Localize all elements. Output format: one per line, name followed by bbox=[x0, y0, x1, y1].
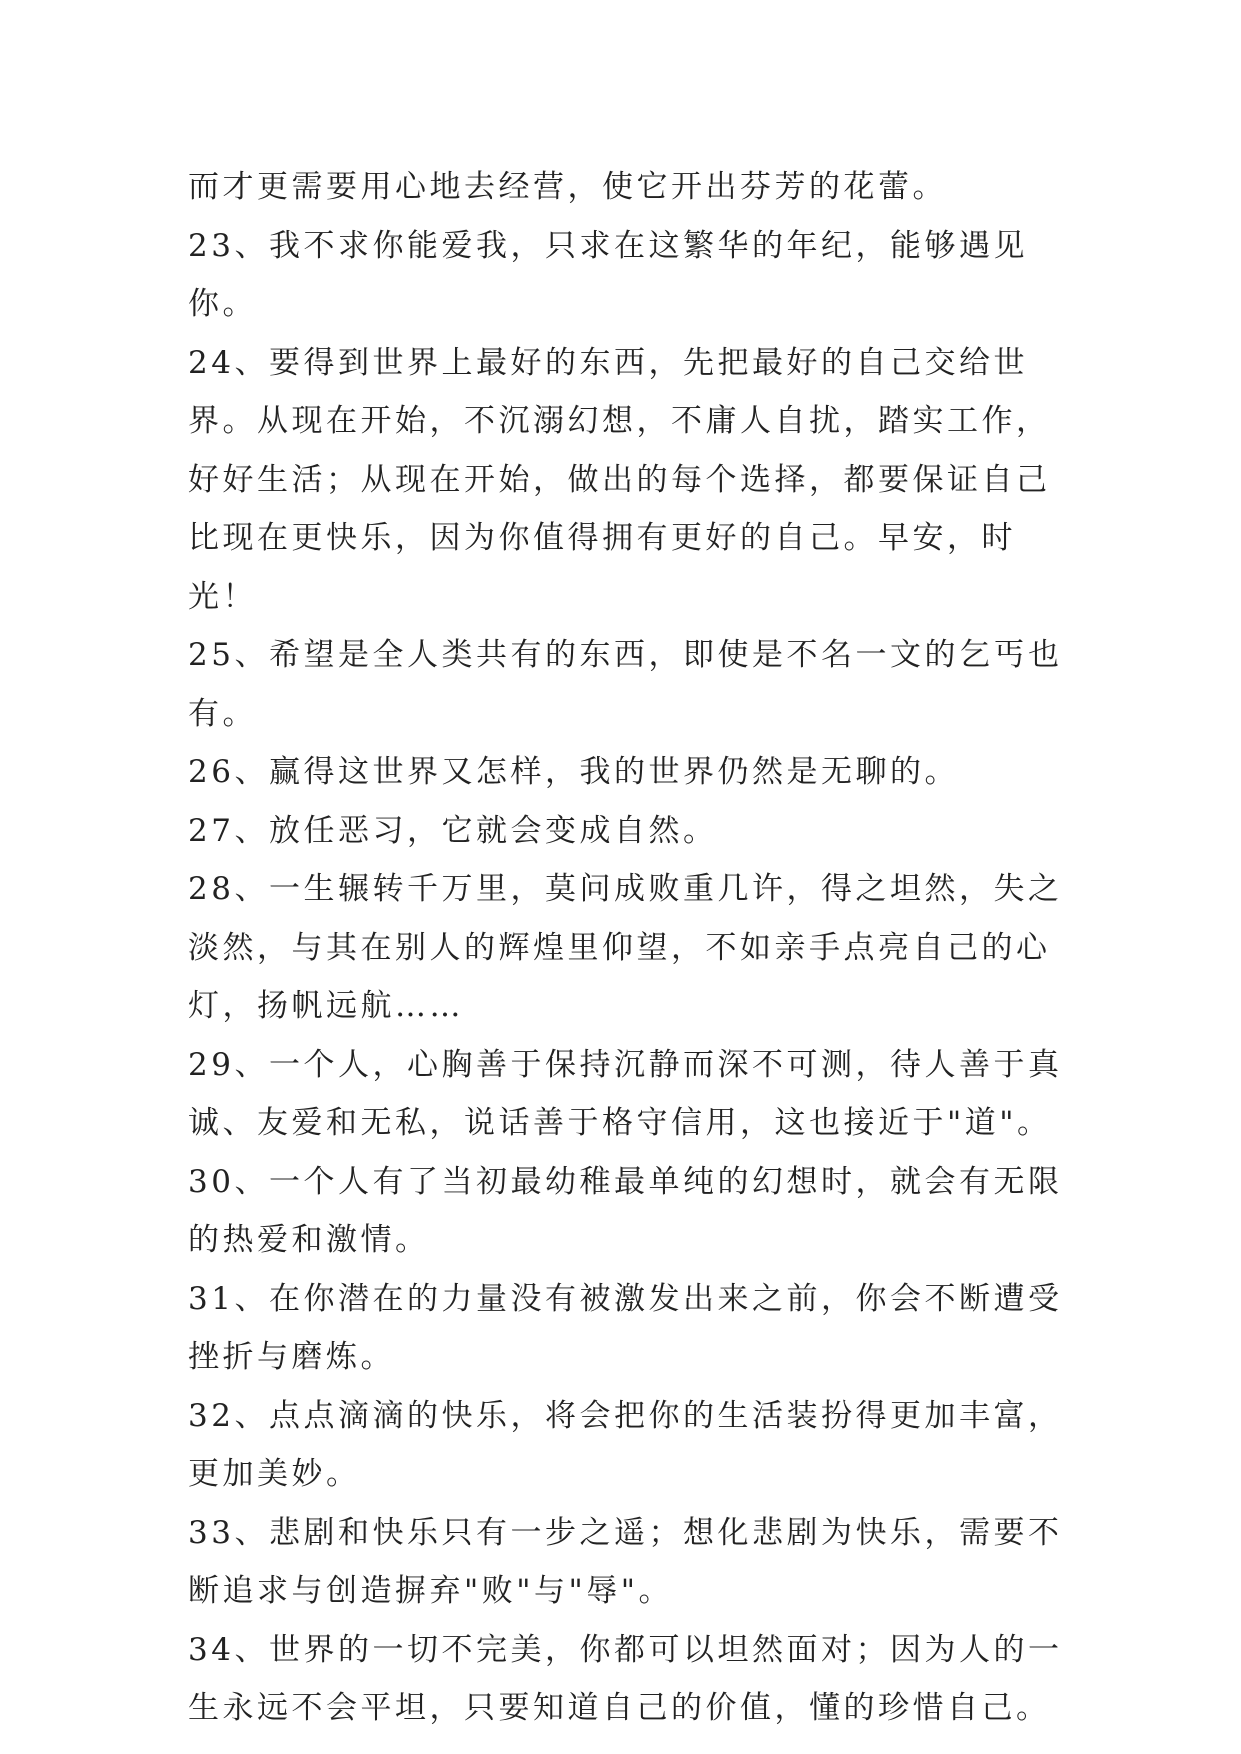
quote-30: 30、一个人有了当初最幼稚最单纯的幻想时，就会有无限的热爱和激情。 bbox=[188, 1163, 1063, 1258]
quote-26: 26、赢得这世界又怎样，我的世界仍然是无聊的。 bbox=[188, 754, 959, 790]
quote-32: 32、点点滴滴的快乐，将会把你的生活装扮得更加丰富，更加美妙。 bbox=[188, 1397, 1063, 1492]
quote-34: 34、世界的一切不完美，你都可以坦然面对；因为人的一生永远不会平坦，只要知道自己的价值，懂的珍惜自己。 bbox=[188, 1631, 1063, 1726]
document-body bbox=[188, 158, 1068, 1738]
quote-24: 24、要得到世界上最好的东西，先把最好的自己交给世界。从现在开始，不沉溺幻想，不庸人自扰，踏实工作，好好生活；从现在开始，做出的每个选择，都要保证自己比现在更快乐，因为你值得拥有更好的自己。早安，时光！ bbox=[188, 344, 1051, 615]
quote-31: 31、在你潜在的力量没有被激发出来之前，你会不断遭受挫折与磨炼。 bbox=[188, 1280, 1063, 1375]
quote-25: 25、希望是全人类共有的东西，即使是不名一文的乞丐也有。 bbox=[188, 637, 1063, 732]
paragraph-continuation: 而才更需要用心地去经营，使它开出芬芳的花蕾。 bbox=[188, 169, 947, 205]
quote-29: 29、一个人，心胸善于保持沉静而深不可测，待人善于真诚、友爱和无私，说话善于格守信用，这也接近于"道"。 bbox=[188, 1046, 1063, 1141]
quote-28: 28、一生辗转千万里，莫问成败重几许，得之坦然，失之淡然，与其在别人的辉煌里仰望，不如亲手点亮自己的心灯，扬帆远航…… bbox=[188, 871, 1063, 1024]
quote-33: 33、悲剧和快乐只有一步之遥；想化悲剧为快乐，需要不断追求与创造摒弃"败"与"辱"。 bbox=[188, 1514, 1063, 1609]
quote-27: 27、放任恶习，它就会变成自然。 bbox=[188, 812, 718, 849]
quote-23: 23、我不求你能爱我，只求在这繁华的年纪，能够遇见你。 bbox=[188, 227, 1028, 322]
